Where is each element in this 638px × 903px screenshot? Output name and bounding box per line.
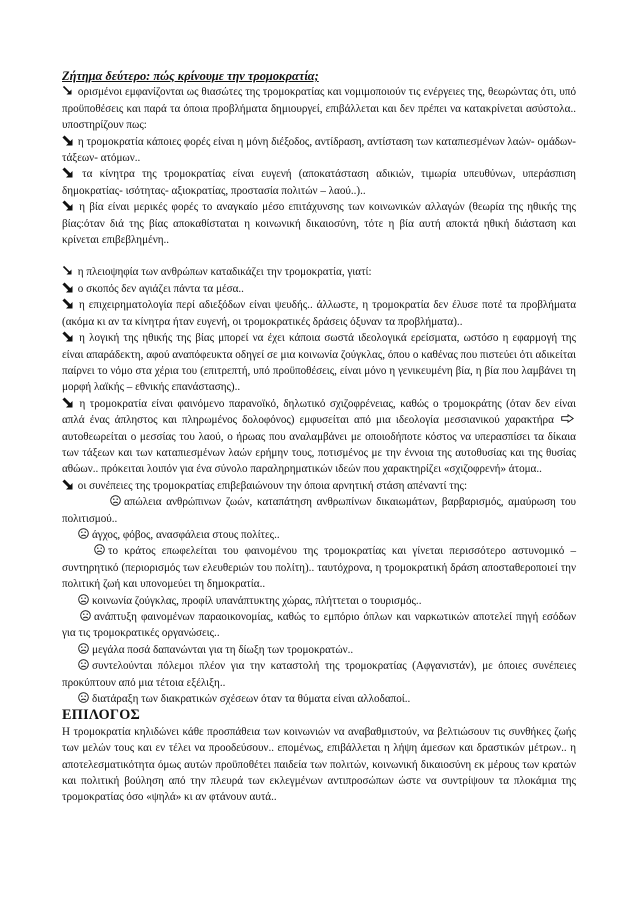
frown-face-icon	[78, 528, 89, 539]
list-item-text: η τρομοκρατία κάποιες φορές είναι η μόνη διέξοδος, αντίδραση, αντίσταση των καταπιεσμένων λαών- ομάδων- τάξεων- ατόμων..	[62, 135, 576, 165]
consequence-text: άγχος, φόβος, ανασφάλεια στους πολίτες..	[92, 528, 280, 541]
intro-text: η πλειοψηφία των ανθρώπων καταδικάζει την τρομοκρατία, γιατί:	[77, 266, 372, 279]
frown-face-icon	[94, 544, 105, 555]
consequence-text: ανάπτυξη φαινομένων παραοικονομίας, καθώς το εμπόριο όπλων και ναρκωτικών αποτελεί πηγή εσόδων για τις τρομοκρατικές οργανώσεις..	[62, 611, 576, 640]
consequence-text: απώλεια ανθρώπινων ζωών, καταπάτηση ανθρωπίνων δικαιωμάτων, βαρβαρισμός, αμαύρωση του πολιτισμού..	[62, 496, 576, 525]
bold-arrow-down-right-icon	[62, 298, 73, 309]
frown-face-icon	[78, 659, 89, 670]
epilogue-paragraph: Η τρομοκρατία κηλιδώνει κάθε προσπάθεια των κοινωνιών να αναβαθμιστούν, να βελτιώσουν τις συνθήκες ζωής των μελών τους και εν τέλει να προοδεύσουν.. επομένως, επιβάλλεται η λήψη άμεσων και δραστικών μέτρων.. η αποτελεσματικότητα όμως αυτών προϋποθέτει παιδεία των πολιτών, κοινωνική δικαιοσύνη εκ μέρους των κρατών και πολιτική βούληση από την πλευρά των εκλεγμένων αντιπροσώπων ώστε να συντρίψουν τα πλοκάμια της τρομοκρατίας όσο «ψηλά» κι αν φτάνουν αυτά..	[62, 725, 576, 804]
consequence-text: συντελούνται πόλεμοι πλέον για την καταστολή της τρομοκρατίας (Αφγανιστάν), με όποιες συνέπειες προκύπτουν από μια τέτοια εξέλιξη..	[62, 660, 576, 689]
list-item-text: η βία είναι μερικές φορές το αναγκαίο μέσο επιτάχυνσης των κοινωνικών αλλαγών (θεωρία της ηθικής της βίας:όταν διά της βίας αποκαθίσταται η κοινωνική δικαιοσύνη, τότε η βία αυτή αποκτά ηθική διάσταση και κρίνεται επιβεβλημένη..	[62, 201, 576, 247]
consequence-item	[62, 543, 576, 592]
arrow-down-right-icon	[62, 265, 73, 276]
bold-arrow-down-right-icon	[62, 397, 73, 408]
spacer	[62, 248, 576, 264]
list-item	[62, 330, 576, 396]
consequence-item	[62, 494, 576, 527]
list-item	[62, 297, 576, 330]
list-item-text: τα κίνητρα της τρομοκρατίας είναι ευγενή (αποκατάσταση αδικιών, τιμωρία υπευθύνων, υπεράσπιση δημοκρατίας- ισότητας- αξιοκρατίας, προστασία πολιτών – λαού..)..	[62, 168, 576, 197]
frown-face-icon	[78, 594, 89, 605]
bold-arrow-down-right-icon	[62, 200, 73, 211]
bold-arrow-down-right-icon	[62, 331, 73, 342]
frown-face-icon	[78, 692, 89, 703]
section-title: Ζήτημα δεύτερο: πώς κρίνουμε την τρομοκρατία;	[62, 69, 319, 83]
consequence-item	[62, 691, 576, 707]
consequence-item	[62, 658, 576, 691]
intro-paragraph	[62, 264, 576, 280]
frown-face-icon	[78, 643, 89, 654]
arrow-down-right-icon	[62, 85, 73, 96]
document-body	[62, 68, 576, 806]
consequence-item	[62, 527, 576, 543]
outline-right-arrow-icon	[561, 414, 574, 423]
frown-face-icon	[80, 610, 91, 621]
list-item-text: η τρομοκρατία είναι φαινόμενο παρανοϊκό, δηλωτικό σχιζοφρένειας, καθώς ο τρομοκράτης (όταν δεν είναι απλά ένας άπληστος και πληρωμένος δολοφόνος) εμφυσείται από μια ιδεολογία μεσσιανικού χαρακτήρα	[62, 397, 577, 427]
list-item-text: οι συνέπειες της τρομοκρατίας επιβεβαιώνουν την όποια αρνητική στάση απέναντί της:	[77, 479, 468, 492]
epilogue-heading: ΕΠΙΛΟΓΟΣ	[62, 707, 141, 724]
consequence-text: το κράτος επωφελείται του φαινομένου της τρομοκρατίας και γίνεται περισσότερο αστυνομικό – συντηρητικό (περιορισμός των ελευθεριών του πολίτη).. ταυτόχρονα, η τρομοκρατική δράση αποσταθεροποιεί την πολιτική ζωή και υπονομεύει τη δημοκρατία..	[62, 545, 576, 591]
bold-arrow-down-right-icon	[62, 135, 73, 146]
list-item-text: αυτοθεωρείται ο μεσσίας του λαού, ο ήρωας που αναλαμβάνει με οποιοδήποτε κόστος να υπερασπίσει τα δίκαια των τάξεων και των καταπιεσμένων λαών ερήμην τους, ποτισμένος με την έννοια της αυτοθυσίας και της θυσίας αθώων.. πρόκειται λοιπόν για ένα σύνολο παραληρηματικών ιδεών που χαρακτηρίζει «σχιζοφρενή» άτομα..	[62, 430, 576, 476]
consequence-item	[62, 642, 576, 658]
bold-arrow-down-right-icon	[62, 282, 73, 293]
list-item	[62, 199, 576, 248]
list-item	[62, 396, 576, 478]
consequence-text: διατάραξη των διακρατικών σχέσεων όταν τα θύματα είναι αλλοδαποί..	[92, 693, 411, 706]
list-item	[62, 478, 576, 494]
list-item	[62, 134, 576, 167]
bold-arrow-down-right-icon	[62, 167, 73, 178]
list-item-text: η λογική της ηθικής της βίας μπορεί να έχει κάποια σωστά ιδεολογικά ερείσματα, ωστόσο η εφαρμογή της είναι απαράδεκτη, αφού αναπόφευκτα οδηγεί σε μια κοινωνία ζούγκλας, όπου ο καθένας που πιστεύει ότι αδικείται παίρνει το νόμο στα χέρια του (επιτρεπτή, υπό προϋποθέσεις, είναι μόνο η γενικευμένη βία, η βία που λαμβάνει τη μορφή λαϊκής – εθνικής επανάστασης)..	[62, 332, 576, 394]
consequence-item	[62, 593, 576, 609]
list-item-text: ο σκοπός δεν αγιάζει πάντα τα μέσα..	[77, 282, 244, 295]
consequence-text: μεγάλα ποσά δαπανώνται για τη δίωξη των τρομοκρατών..	[92, 643, 354, 656]
list-item-text: η επιχειρηματολογία περί αδιεξόδων είναι ψευδής.. άλλωστε, η τρομοκρατία δεν έλυσε ποτέ τα προβλήματα (ακόμα κι αν τα κίνητρα ήταν ευγενή, οι τρομοκρατικές δράσεις όξυναν τα προβλήματα)..	[62, 299, 577, 328]
consequence-item	[62, 609, 576, 642]
list-item	[62, 281, 576, 297]
list-item	[62, 166, 576, 199]
frown-face-icon	[110, 495, 121, 506]
intro-paragraph	[62, 84, 576, 133]
bold-arrow-down-right-icon	[62, 479, 73, 490]
intro-text: ορισμένοι εμφανίζονται ως θιασώτες της τρομοκρατίας και νομιμοποιούν τις ενέργειες της, θεωρώντας ότι, υπό προϋποθέσεις και παρά τα όποια προβλήματα δημιουργεί, επιβάλλεται και δεν πρέπει να κατακρίνεται ασύστολα.. υποστηρίζουν πως:	[62, 86, 576, 132]
consequence-text: κοινωνία ζούγκλας, προφίλ υπανάπτυκτης χώρας, πλήττεται ο τουρισμός..	[92, 594, 422, 607]
